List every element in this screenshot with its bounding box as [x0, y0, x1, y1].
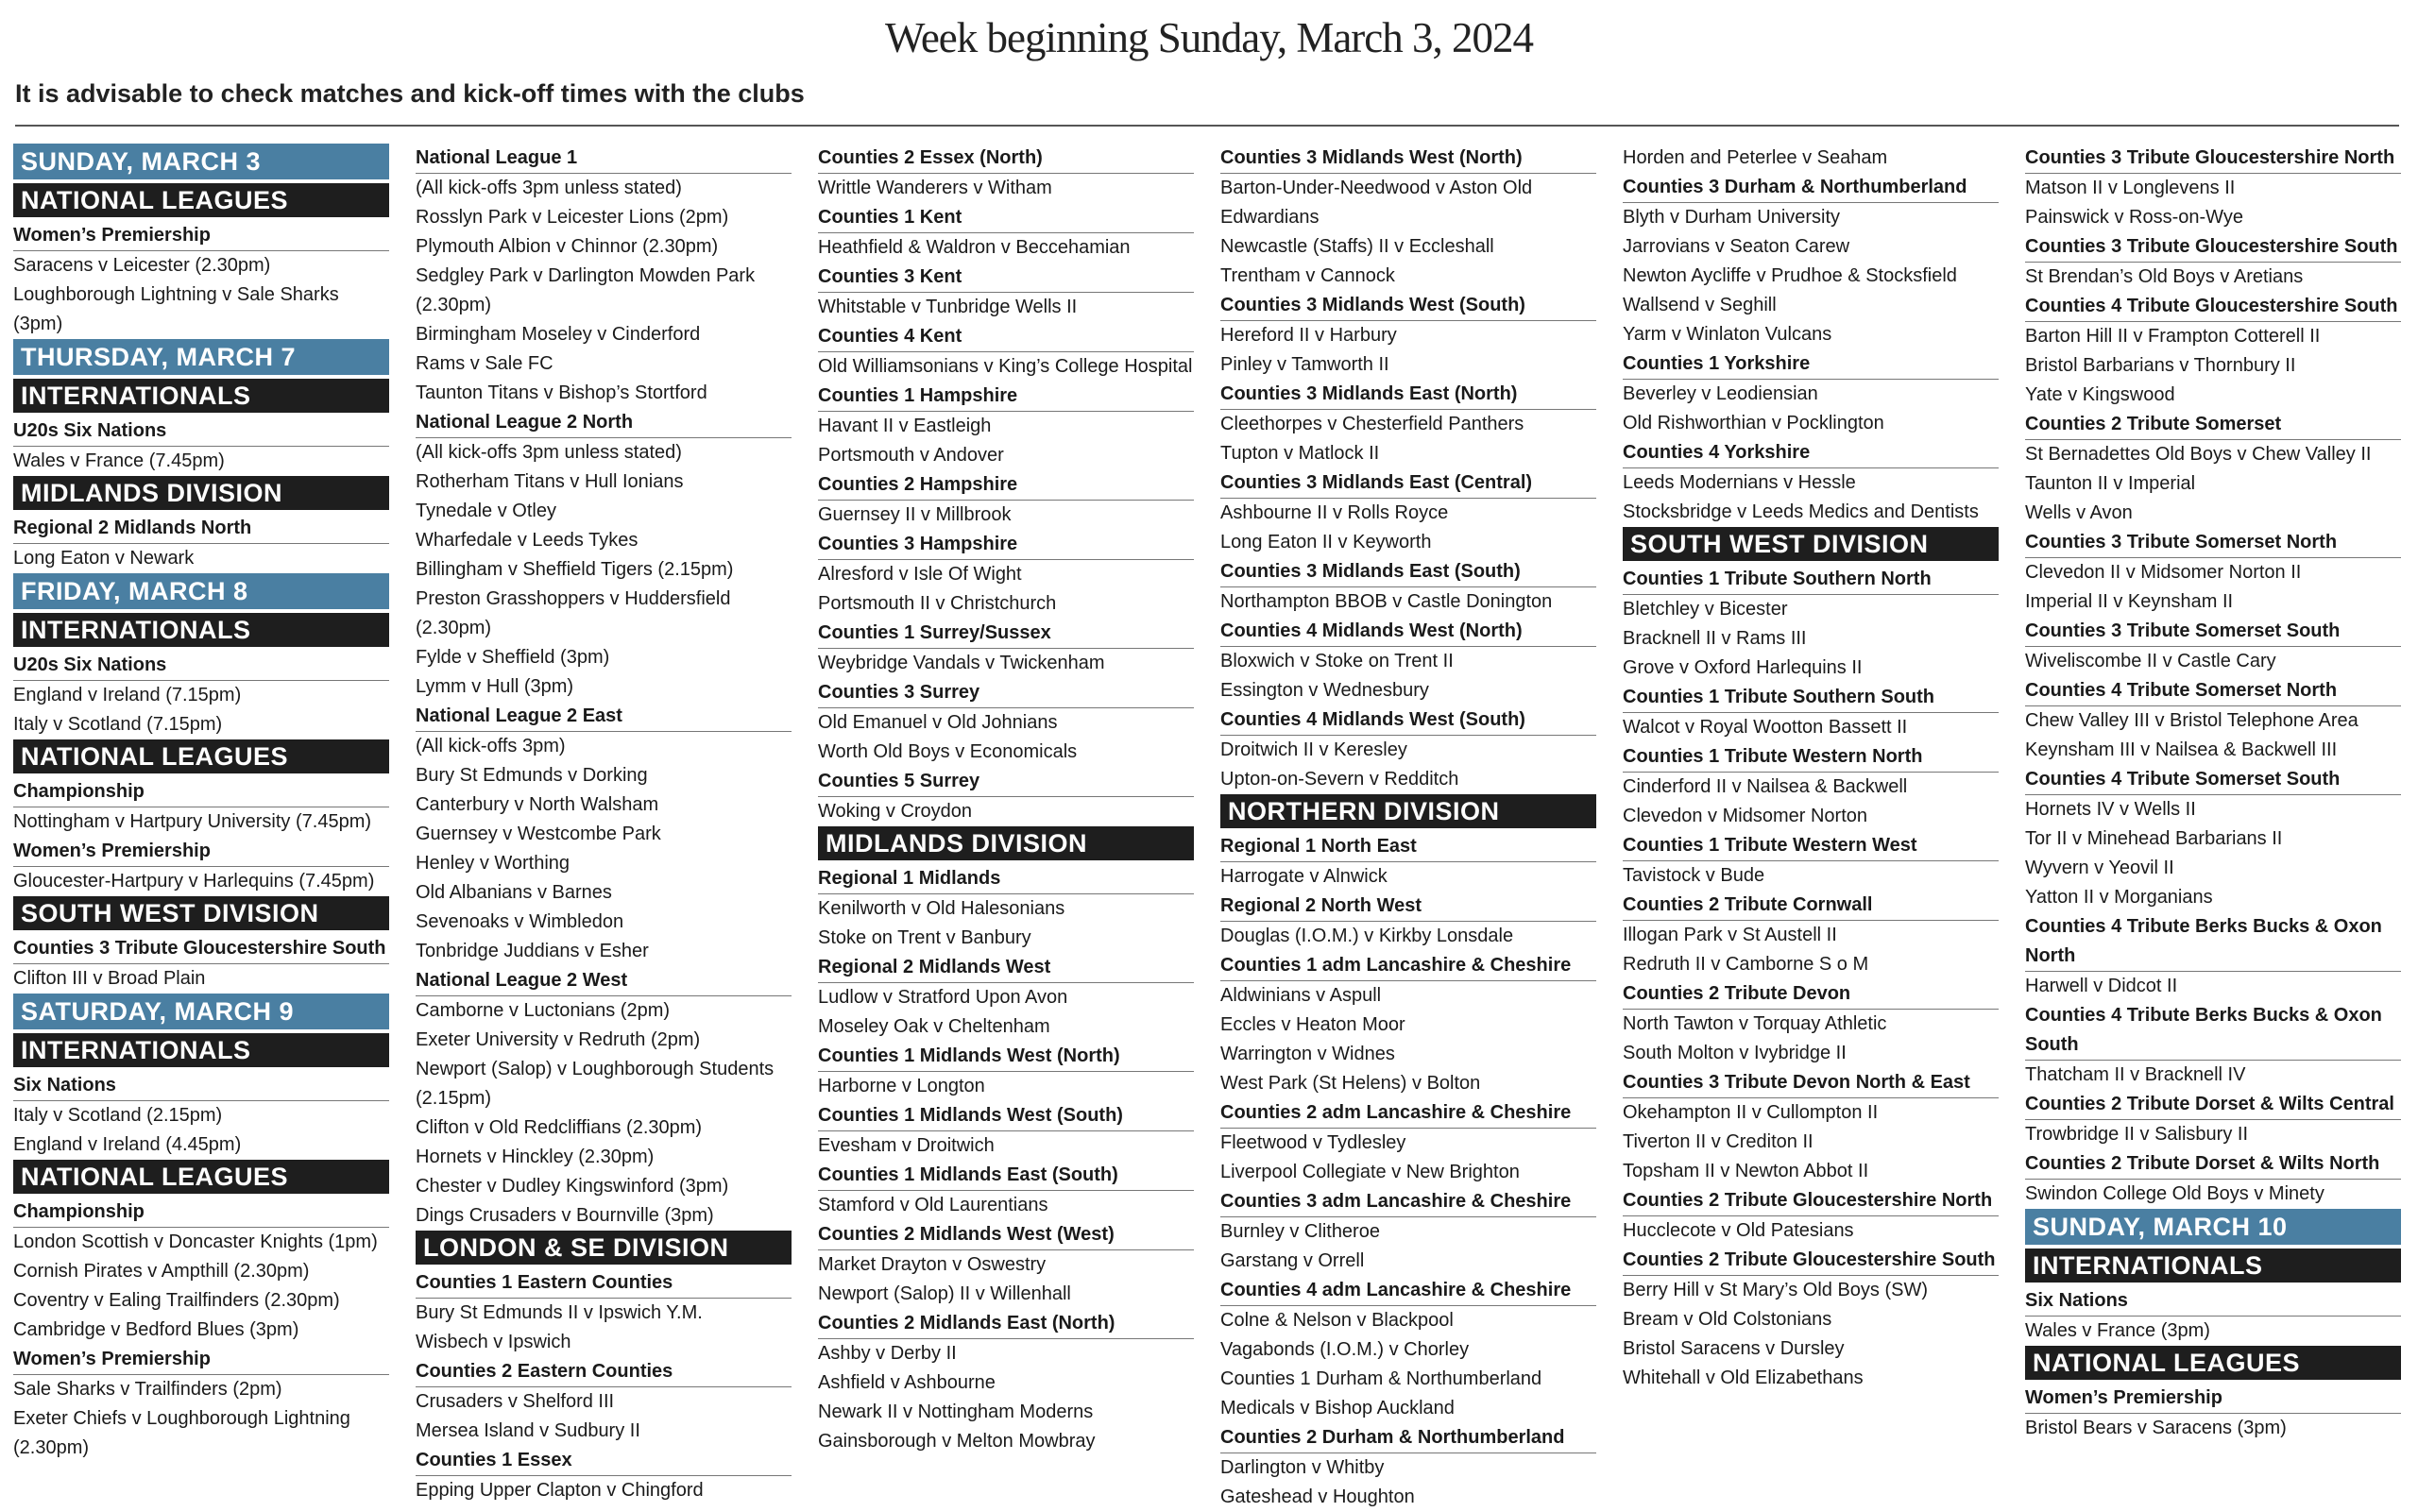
section-banner: SOUTH WEST DIVISION — [13, 896, 389, 930]
fixture-line: Havant II v Eastleigh — [818, 416, 992, 436]
competition-heading: Counties 2 Tribute Cornwall — [1623, 891, 1999, 921]
competition-heading: Counties 3 Surrey — [818, 678, 1194, 708]
fixture-line: Barton Hill II v Frampton Cotterell II — [2025, 326, 2321, 347]
fixture-line: Tiverton II v Crediton II — [1623, 1131, 1814, 1152]
competition-heading: National League 2 North — [416, 408, 792, 438]
fixture-line: Kenilworth v Old Halesonians — [818, 898, 1065, 919]
competition-heading: Counties 2 Midlands East (North) — [818, 1309, 1194, 1339]
fixture-line: Bream v Old Colstonians — [1623, 1309, 1832, 1330]
fixture-line: Newport (Salop) v Loughborough Students (2.15pm) — [416, 1059, 775, 1109]
fixture-line: Old Albanians v Barnes — [416, 882, 612, 903]
competition-heading: Women’s Premiership — [13, 1345, 389, 1375]
fixture-line: Ashfield v Ashbourne — [818, 1372, 996, 1393]
fixture-line: Moseley Oak v Cheltenham — [818, 1016, 1050, 1037]
competition-heading: Counties 2 adm Lancashire & Cheshire — [1220, 1098, 1596, 1129]
fixture-line: Aldwinians v Aspull — [1220, 985, 1382, 1006]
fixture-line: Tor II v Minehead Barbarians II — [2025, 828, 2283, 849]
competition-heading: Counties 1 Tribute Western West — [1623, 831, 1999, 861]
fixture-line: Matson II v Longlevens II — [2025, 178, 2236, 198]
competition-heading: Counties 3 Tribute Gloucestershire South — [2025, 232, 2401, 263]
fixture-line: Blyth v Durham University — [1623, 207, 1841, 228]
fixture-line: Darlington v Whitby — [1220, 1457, 1385, 1478]
competition-heading: National League 1 — [416, 144, 792, 174]
section-banner: LONDON & SE DIVISION — [416, 1231, 792, 1265]
fixture-line: Imperial II v Keynsham II — [2025, 591, 2234, 612]
fixtures-column-2 — [416, 144, 792, 1505]
fixture-line: Hornets IV v Wells II — [2025, 799, 2196, 820]
fixture-line: Loughborough Lightning v Sale Sharks (3pm) — [13, 284, 339, 334]
fixture-line: Bletchley v Bicester — [1623, 599, 1788, 620]
competition-heading: Counties 3 Midlands East (North) — [1220, 380, 1596, 410]
fixture-line: England v Ireland (4.45pm) — [13, 1134, 242, 1155]
competition-heading: Women’s Premiership — [2025, 1384, 2401, 1414]
fixture-line: England v Ireland (7.15pm) — [13, 685, 242, 705]
competition-heading: Counties 3 Durham & Northumberland — [1623, 173, 1999, 203]
fixture-line: (All kick-offs 3pm) — [416, 736, 566, 756]
fixture-line: Topsham II v Newton Abbot II — [1623, 1161, 1869, 1181]
competition-heading: Counties 3 Tribute Somerset South — [2025, 617, 2401, 647]
fixture-line: Wallsend v Seghill — [1623, 295, 1777, 315]
competition-heading: U20s Six Nations — [13, 651, 389, 681]
competition-heading: Counties 4 Tribute Gloucestershire South — [2025, 292, 2401, 322]
fixture-line: Sale Sharks v Trailfinders (2pm) — [13, 1379, 282, 1400]
fixture-line: Taunton II v Imperial — [2025, 473, 2196, 494]
fixture-line: Canterbury v North Walsham — [416, 794, 659, 815]
advice-note: It is advisable to check matches and kick-off times with the clubs — [15, 79, 805, 108]
fixture-line: Gloucester-Hartpury v Harlequins (7.45pm) — [13, 871, 375, 892]
fixture-line: Old Williamsonians v King’s College Hospital — [818, 356, 1193, 377]
fixture-line: St Brendan’s Old Boys v Aretians — [2025, 266, 2304, 287]
fixture-line: Essington v Wednesbury — [1220, 680, 1429, 701]
fixture-line: Epping Upper Clapton v Chingford — [416, 1480, 704, 1501]
competition-heading: Counties 3 adm Lancashire & Cheshire — [1220, 1187, 1596, 1217]
competition-heading: Counties 2 Tribute Somerset — [2025, 410, 2401, 440]
competition-heading: Counties 4 Tribute Somerset South — [2025, 765, 2401, 795]
fixture-line: Tynedale v Otley — [416, 501, 556, 521]
section-banner: INTERNATIONALS — [13, 379, 389, 413]
fixture-line: Exeter University v Redruth (2pm) — [416, 1029, 701, 1050]
fixture-line: Wales v France (3pm) — [2025, 1320, 2210, 1341]
fixture-line: Portsmouth II v Christchurch — [818, 593, 1057, 614]
competition-heading: Counties 5 Surrey — [818, 767, 1194, 797]
fixture-line: Wiveliscombe II v Castle Cary — [2025, 651, 2276, 671]
competition-heading: Counties 2 Hampshire — [818, 470, 1194, 501]
competition-heading: Counties 4 Kent — [818, 322, 1194, 352]
fixture-line: Harborne v Longton — [818, 1076, 985, 1096]
fixture-line: Bracknell II v Rams III — [1623, 628, 1807, 649]
competition-heading: Regional 1 Midlands — [818, 864, 1194, 894]
fixture-line: Stoke on Trent v Banbury — [818, 927, 1031, 948]
fixture-line: Harrogate v Alnwick — [1220, 866, 1388, 887]
fixture-line: Barton-Under-Needwood v Aston Old Edwardians — [1220, 178, 1533, 228]
fixture-line: Cambridge v Bedford Blues (3pm) — [13, 1319, 299, 1340]
fixture-line: Newton Aycliffe v Prudhoe & Stocksfield — [1623, 265, 1957, 286]
fixture-line: Swindon College Old Boys v Minety — [2025, 1183, 2324, 1204]
competition-heading: Counties 1 Surrey/Sussex — [818, 619, 1194, 649]
competition-heading: Counties 4 Midlands West (South) — [1220, 705, 1596, 736]
fixture-line: Clifton v Old Redcliffians (2.30pm) — [416, 1117, 703, 1138]
fixture-line: Market Drayton v Oswestry — [818, 1254, 1047, 1275]
fixture-line: Wyvern v Yeovil II — [2025, 858, 2174, 878]
competition-heading: Counties 4 Tribute Somerset North — [2025, 676, 2401, 706]
section-banner: NORTHERN DIVISION — [1220, 794, 1596, 828]
fixture-line: Grove v Oxford Harlequins II — [1623, 657, 1863, 678]
section-banner: NATIONAL LEAGUES — [13, 1160, 389, 1194]
fixture-line: Northampton BBOB v Castle Donington — [1220, 591, 1553, 612]
competition-heading: Counties 2 Midlands West (West) — [818, 1220, 1194, 1250]
fixture-line: Tavistock v Bude — [1623, 865, 1765, 886]
fixture-line: Burnley v Clitheroe — [1220, 1221, 1380, 1242]
fixture-line: Hornets v Hinckley (2.30pm) — [416, 1147, 655, 1167]
competition-heading: National League 2 West — [416, 966, 792, 996]
fixture-line: Wales v France (7.45pm) — [13, 450, 225, 471]
fixture-line: Douglas (I.O.M.) v Kirkby Lonsdale — [1220, 926, 1514, 946]
competition-heading: Regional 2 Midlands West — [818, 953, 1194, 983]
competition-heading: National League 2 East — [416, 702, 792, 732]
competition-heading: Counties 3 Midlands East (South) — [1220, 557, 1596, 587]
fixture-line: Cinderford II v Nailsea & Backwell — [1623, 776, 1908, 797]
fixture-line: Harwell v Didcot II — [2025, 976, 2178, 996]
fixture-line: Bury St Edmunds II v Ipswich Y.M. — [416, 1302, 703, 1323]
section-banner: INTERNATIONALS — [2025, 1249, 2401, 1283]
fixture-line: Ashbourne II v Rolls Royce — [1220, 502, 1449, 523]
fixture-line: Droitwich II v Keresley — [1220, 739, 1407, 760]
fixture-line: Writtle Wanderers v Witham — [818, 178, 1052, 198]
competition-heading: Counties 1 Midlands West (South) — [818, 1101, 1194, 1131]
fixture-line: Okehampton II v Cullompton II — [1623, 1102, 1879, 1123]
competition-heading: Counties 2 Durham & Northumberland — [1220, 1423, 1596, 1453]
fixture-line: Cleethorpes v Chesterfield Panthers — [1220, 414, 1524, 434]
section-banner: INTERNATIONALS — [13, 1033, 389, 1067]
competition-heading: Counties 4 Tribute Berks Bucks & Oxon North — [2025, 912, 2401, 972]
fixture-line: Horden and Peterlee v Seaham — [1623, 147, 1888, 168]
competition-heading: Counties 3 Midlands West (South) — [1220, 291, 1596, 321]
fixture-line: Yarm v Winlaton Vulcans — [1623, 324, 1832, 345]
header-divider — [15, 125, 2399, 127]
fixture-line: Newcastle (Staffs) II v Eccleshall — [1220, 236, 1494, 257]
competition-heading: U20s Six Nations — [13, 416, 389, 447]
fixture-line: Italy v Scotland (7.15pm) — [13, 714, 223, 735]
fixture-line: Dings Crusaders v Bournville (3pm) — [416, 1205, 714, 1226]
fixture-line: Hereford II v Harbury — [1220, 325, 1397, 346]
fixture-line: Whitehall v Old Elizabethans — [1623, 1368, 1864, 1388]
fixture-line: Gainsborough v Melton Mowbray — [818, 1431, 1096, 1452]
fixture-line: Nottingham v Hartpury University (7.45pm) — [13, 811, 372, 832]
fixture-line: Beverley v Leodiensian — [1623, 383, 1818, 404]
fixture-line: Clevedon v Midsomer Norton — [1623, 806, 1867, 826]
fixture-line: Garstang v Orrell — [1220, 1250, 1365, 1271]
fixture-line: Trowbridge II v Salisbury II — [2025, 1124, 2249, 1145]
fixture-line: Thatcham II v Bracknell IV — [2025, 1064, 2246, 1085]
competition-heading: Six Nations — [13, 1071, 389, 1101]
fixture-line: Alresford v Isle Of Wight — [818, 564, 1022, 585]
competition-heading: Counties 4 Yorkshire — [1623, 438, 1999, 468]
fixture-line: Long Eaton II v Keyworth — [1220, 532, 1432, 552]
fixture-line: Rosslyn Park v Leicester Lions (2pm) — [416, 207, 729, 228]
fixture-line: Mersea Island v Sudbury II — [416, 1420, 640, 1441]
fixture-line: Crusaders v Shelford III — [416, 1391, 615, 1412]
fixture-line: Upton-on-Severn v Redditch — [1220, 769, 1459, 790]
fixture-line: Heathfield & Waldron v Beccehamian — [818, 237, 1131, 258]
day-banner: SUNDAY, MARCH 10 — [2025, 1209, 2401, 1245]
fixture-line: Saracens v Leicester (2.30pm) — [13, 255, 271, 276]
fixture-line: Hucclecote v Old Patesians — [1623, 1220, 1854, 1241]
fixture-line: Redruth II v Camborne S o M — [1623, 954, 1869, 975]
section-banner: NATIONAL LEAGUES — [13, 183, 389, 217]
fixture-line: Bristol Saracens v Dursley — [1623, 1338, 1845, 1359]
competition-heading: Counties 1 Tribute Southern South — [1623, 683, 1999, 713]
fixture-line: Yate v Kingswood — [2025, 384, 2175, 405]
competition-heading: Counties 3 Hampshire — [818, 530, 1194, 560]
competition-heading: Counties 4 Midlands West (North) — [1220, 617, 1596, 647]
fixture-line: Wisbech v Ipswich — [416, 1332, 571, 1352]
fixture-line: Painswick v Ross-on-Wye — [2025, 207, 2243, 228]
competition-heading: Counties 2 Tribute Dorset & Wilts Central — [2025, 1090, 2401, 1120]
section-banner: MIDLANDS DIVISION — [818, 826, 1194, 860]
competition-heading: Counties 2 Tribute Devon — [1623, 979, 1999, 1010]
fixtures-column-5 — [1623, 144, 1999, 1393]
competition-heading: Regional 1 North East — [1220, 832, 1596, 862]
fixture-line: Ludlow v Stratford Upon Avon — [818, 987, 1068, 1008]
fixture-line: Vagabonds (I.O.M.) v Chorley — [1220, 1339, 1470, 1360]
fixture-line: Ashby v Derby II — [818, 1343, 957, 1364]
competition-heading: Counties 3 Kent — [818, 263, 1194, 293]
fixture-line: Berry Hill v St Mary’s Old Boys (SW) — [1623, 1280, 1928, 1300]
fixture-line: Exeter Chiefs v Loughborough Lightning (2.30pm) — [13, 1408, 350, 1458]
competition-heading: Counties 1 Midlands East (South) — [818, 1161, 1194, 1191]
fixture-line: West Park (St Helens) v Bolton — [1220, 1073, 1481, 1094]
competition-heading: Counties 1 adm Lancashire & Cheshire — [1220, 951, 1596, 981]
competition-heading: Counties 2 Essex (North) — [818, 144, 1194, 174]
fixture-line: Newark II v Nottingham Moderns — [818, 1402, 1094, 1422]
competition-heading: Counties 4 Tribute Berks Bucks & Oxon South — [2025, 1001, 2401, 1061]
fixture-line: Liverpool Collegiate v New Brighton — [1220, 1162, 1520, 1182]
fixture-line: Trentham v Cannock — [1220, 265, 1395, 286]
competition-heading: Counties 1 Tribute Western North — [1623, 742, 1999, 773]
competition-heading: Counties 3 Midlands East (Central) — [1220, 468, 1596, 499]
competition-heading: Counties 3 Midlands West (North) — [1220, 144, 1596, 174]
competition-heading: Counties 1 Yorkshire — [1623, 349, 1999, 380]
competition-heading: Counties 3 Tribute Devon North & East — [1623, 1068, 1999, 1098]
fixture-line: Camborne v Luctonians (2pm) — [416, 1000, 671, 1021]
fixture-line: North Tawton v Torquay Athletic — [1623, 1013, 1887, 1034]
section-banner: MIDLANDS DIVISION — [13, 476, 389, 510]
fixture-line: Old Emanuel v Old Johnians — [818, 712, 1058, 733]
competition-heading: Counties 4 adm Lancashire & Cheshire — [1220, 1276, 1596, 1306]
competition-heading: Counties 1 Midlands West (North) — [818, 1042, 1194, 1072]
fixture-line: Guernsey v Westcombe Park — [416, 824, 661, 844]
day-banner: FRIDAY, MARCH 8 — [13, 573, 389, 609]
fixture-line: Leeds Modernians v Hessle — [1623, 472, 1856, 493]
fixture-line: Medicals v Bishop Auckland — [1220, 1398, 1455, 1419]
fixture-line: Tonbridge Juddians v Esher — [416, 941, 649, 961]
fixture-line: Eccles v Heaton Moor — [1220, 1014, 1405, 1035]
fixture-line: Chester v Dudley Kingswinford (3pm) — [416, 1176, 729, 1197]
competition-heading: Championship — [13, 777, 389, 807]
fixture-line: London Scottish v Doncaster Knights (1pm) — [13, 1232, 378, 1252]
fixture-line: Pinley v Tamworth II — [1220, 354, 1389, 375]
competition-heading: Regional 2 Midlands North — [13, 514, 389, 544]
fixture-line: Warrington v Widnes — [1220, 1044, 1395, 1064]
fixture-line: (All kick-offs 3pm unless stated) — [416, 178, 682, 198]
fixture-line: Coventry v Ealing Trailfinders (2.30pm) — [13, 1290, 340, 1311]
fixture-line: Counties 1 Durham & Northumberland — [1220, 1368, 1542, 1389]
fixture-line: Cornish Pirates v Ampthill (2.30pm) — [13, 1261, 310, 1282]
fixture-line: Worth Old Boys v Economicals — [818, 741, 1078, 762]
page-title: Week beginning Sunday, March 3, 2024 — [884, 14, 1534, 61]
competition-heading: Counties 1 Eastern Counties — [416, 1268, 792, 1299]
competition-heading: Counties 3 Tribute Gloucestershire South — [13, 934, 389, 964]
competition-heading: Counties 3 Tribute Somerset North — [2025, 528, 2401, 558]
competition-heading: Women’s Premiership — [13, 837, 389, 867]
fixture-line: Clevedon II v Midsomer Norton II — [2025, 562, 2302, 583]
fixture-line: Rotherham Titans v Hull Ionians — [416, 471, 684, 492]
fixture-line: Preston Grasshoppers v Huddersfield (2.30pm) — [416, 588, 731, 638]
competition-heading: Counties 1 Essex — [416, 1446, 792, 1476]
fixture-line: Wharfedale v Leeds Tykes — [416, 530, 639, 551]
competition-heading: Counties 1 Tribute Southern North — [1623, 565, 1999, 595]
fixture-line: Evesham v Droitwich — [818, 1135, 995, 1156]
fixture-line: Billingham v Sheffield Tigers (2.15pm) — [416, 559, 734, 580]
fixture-line: Guernsey II v Millbrook — [818, 504, 1012, 525]
fixture-line: Sevenoaks v Wimbledon — [416, 911, 624, 932]
competition-heading: Six Nations — [2025, 1286, 2401, 1317]
fixture-line: Wells v Avon — [2025, 502, 2133, 523]
fixtures-column-4 — [1220, 144, 1596, 1512]
fixture-line: Plymouth Albion v Chinnor (2.30pm) — [416, 236, 719, 257]
fixture-line: Bristol Barbarians v Thornbury II — [2025, 355, 2296, 376]
competition-heading: Counties 2 Tribute Gloucestershire North — [1623, 1186, 1999, 1216]
fixture-line: Rams v Sale FC — [416, 353, 553, 374]
fixture-line: Fylde v Sheffield (3pm) — [416, 647, 610, 668]
fixture-line: Yatton II v Morganians — [2025, 887, 2213, 908]
fixture-line: St Bernadettes Old Boys v Chew Valley II — [2025, 444, 2372, 465]
fixture-line: Clifton III v Broad Plain — [13, 968, 206, 989]
fixture-line: Henley v Worthing — [416, 853, 570, 874]
fixtures-column-6 — [2025, 144, 2401, 1443]
fixture-line: Lymm v Hull (3pm) — [416, 676, 574, 697]
competition-heading: Championship — [13, 1198, 389, 1228]
fixture-line: Long Eaton v Newark — [13, 548, 195, 569]
fixture-line: Italy v Scotland (2.15pm) — [13, 1105, 223, 1126]
day-banner: SATURDAY, MARCH 9 — [13, 994, 389, 1029]
fixtures-column-3 — [818, 144, 1194, 1456]
fixture-line: Bloxwich v Stoke on Trent II — [1220, 651, 1454, 671]
competition-heading: Counties 2 Tribute Gloucestershire South — [1623, 1246, 1999, 1276]
fixture-line: Jarrovians v Seaton Carew — [1623, 236, 1850, 257]
section-banner: NATIONAL LEAGUES — [13, 739, 389, 773]
fixtures-column-1 — [13, 144, 389, 1463]
competition-heading: Counties 3 Tribute Gloucestershire North — [2025, 144, 2401, 174]
fixture-line: Walcot v Royal Wootton Bassett II — [1623, 717, 1908, 738]
section-banner: INTERNATIONALS — [13, 613, 389, 647]
competition-heading: Counties 2 Tribute Dorset & Wilts North — [2025, 1149, 2401, 1180]
fixture-line: Illogan Park v St Austell II — [1623, 925, 1837, 945]
fixture-line: South Molton v Ivybridge II — [1623, 1043, 1847, 1063]
fixture-line: Portsmouth v Andover — [818, 445, 1004, 466]
fixture-line: Newport (Salop) II v Willenhall — [818, 1283, 1071, 1304]
fixture-line: Taunton Titans v Bishop’s Stortford — [416, 382, 707, 403]
fixture-line: Fleetwood v Tydlesley — [1220, 1132, 1406, 1153]
fixture-line: Whitstable v Tunbridge Wells II — [818, 297, 1078, 317]
fixture-line: Gateshead v Houghton — [1220, 1487, 1415, 1507]
fixture-line: Weybridge Vandals v Twickenham — [818, 653, 1105, 673]
fixture-line: Bury St Edmunds v Dorking — [416, 765, 648, 786]
competition-heading: Regional 2 North West — [1220, 892, 1596, 922]
fixture-line: Colne & Nelson v Blackpool — [1220, 1310, 1454, 1331]
competition-heading: Women’s Premiership — [13, 221, 389, 251]
fixture-line: Old Rishworthian v Pocklington — [1623, 413, 1884, 433]
day-banner: SUNDAY, MARCH 3 — [13, 144, 389, 179]
fixture-line: Chew Valley III v Bristol Telephone Area — [2025, 710, 2358, 731]
competition-heading: Counties 1 Hampshire — [818, 382, 1194, 412]
fixture-line: Stamford v Old Laurentians — [818, 1195, 1048, 1215]
fixture-line: Keynsham III v Nailsea & Backwell III — [2025, 739, 2338, 760]
section-banner: NATIONAL LEAGUES — [2025, 1346, 2401, 1380]
fixture-line: Stocksbridge v Leeds Medics and Dentists — [1623, 501, 1979, 522]
section-banner: SOUTH WEST DIVISION — [1623, 527, 1999, 561]
fixture-line: Sedgley Park v Darlington Mowden Park (2.30pm) — [416, 265, 756, 315]
day-banner: THURSDAY, MARCH 7 — [13, 339, 389, 375]
competition-heading: Counties 2 Eastern Counties — [416, 1357, 792, 1387]
competition-heading: Counties 1 Kent — [818, 203, 1194, 233]
fixture-line: Bristol Bears v Saracens (3pm) — [2025, 1418, 2287, 1438]
fixture-line: (All kick-offs 3pm unless stated) — [416, 442, 682, 463]
fixture-line: Tupton v Matlock II — [1220, 443, 1380, 464]
fixture-line: Birmingham Moseley v Cinderford — [416, 324, 701, 345]
fixture-line: Woking v Croydon — [818, 801, 973, 822]
